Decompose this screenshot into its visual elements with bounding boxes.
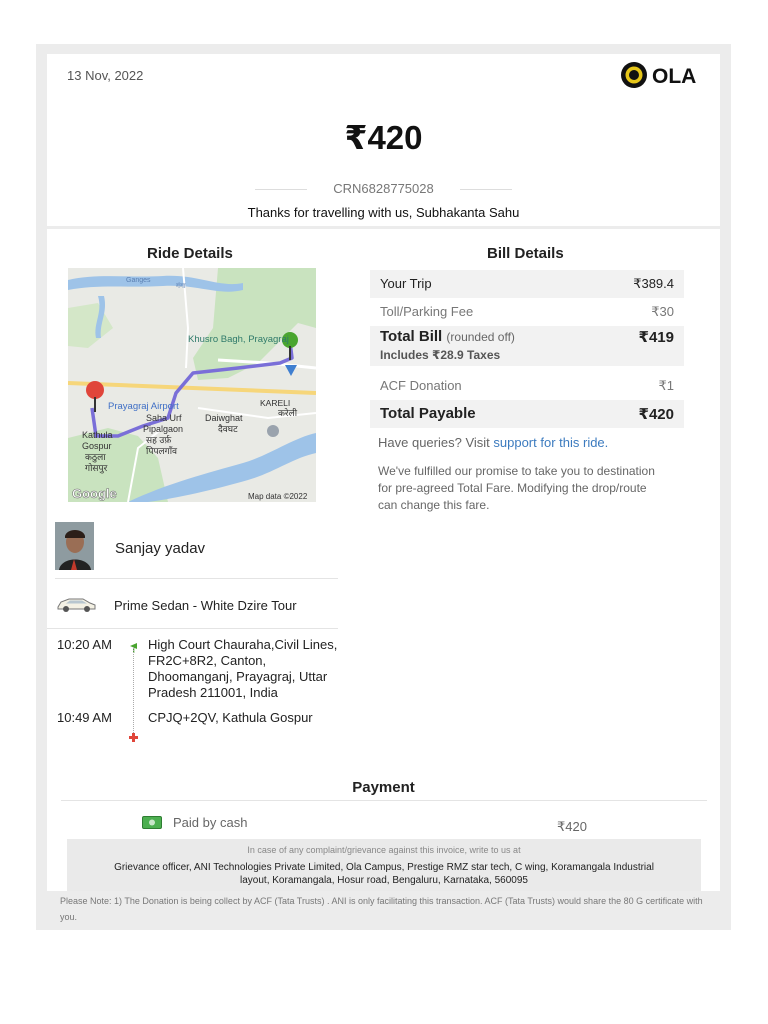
map-drawing — [68, 268, 316, 502]
cab-type: Prime Sedan - White Dzire Tour — [114, 598, 297, 613]
donation-note: Please Note: 1) The Donation is being collect by ACF (Tata Trusts) . ANI is only facilitating this transaction. ACF (Tata Trusts) would share the 80 G certificate with you. — [60, 896, 703, 922]
total-bill-value: ₹419 — [638, 329, 674, 346]
grievance-address: Grievance officer, ANI Technologies Private Limited, Ola Campus, Prestige RMZ star tech, C wing, Koramangala Industrial layout, Koramangala, Hosur road, Bengaluru, Karnataka, 560095 — [114, 862, 654, 886]
ola-logo-text: OLA — [652, 65, 697, 88]
your-trip-row — [370, 270, 684, 298]
divider — [460, 189, 512, 190]
svg-text:Saha Urf: Saha Urf — [146, 413, 182, 423]
payment-amount: ₹420 — [557, 819, 587, 834]
crn-row — [47, 181, 720, 196]
queries-prefix: Have queries? Visit — [378, 435, 490, 450]
trip-route — [47, 629, 347, 759]
svg-text:सह उर्फ़: सह उर्फ़ — [146, 435, 172, 445]
svg-text:Prayagraj Airport: Prayagraj Airport — [108, 401, 179, 412]
fare-promise-note: We've fulfilled our promise to take you to destination for pre-agreed Total Fare. Modifying the drop/route can change this fare. — [378, 464, 655, 512]
total-bill-label: Total Bill — [380, 328, 443, 345]
route-map — [68, 268, 316, 502]
divider — [255, 189, 307, 190]
svg-text:करेली: करेली — [278, 408, 298, 418]
ride-details-title: Ride Details — [147, 245, 233, 262]
drop-time: 10:49 AM — [57, 710, 112, 725]
taxes-note: Includes ₹28.9 Taxes — [380, 348, 501, 362]
drop-address: CPJQ+2QV, Kathula Gospur — [148, 710, 313, 725]
car-icon — [55, 595, 97, 613]
svg-text:Daiwghat: Daiwghat — [205, 413, 243, 423]
invoice-header — [47, 54, 720, 226]
cash-icon — [142, 816, 162, 829]
driver-row — [55, 522, 338, 579]
svg-text:कठुला: कठुला — [85, 452, 106, 462]
crn-number: CRN6828775028 — [333, 181, 434, 196]
pickup-address: High Court Chauraha,Civil Lines, FR2C+8R2, Canton, Dhoomanganj, Prayagraj, Uttar Pradesh 211001, India — [148, 637, 338, 700]
poi-icon — [267, 425, 279, 437]
total-bill-sub: (rounded off) — [446, 330, 515, 344]
svg-text:Pipalgaon: Pipalgaon — [143, 424, 184, 434]
svg-text:Google: Google — [72, 486, 117, 501]
pickup-time: 10:20 AM — [57, 637, 112, 652]
svg-text:गोसपुर: गोसपुर — [85, 463, 108, 473]
cab-row — [47, 581, 338, 629]
acf-value: ₹1 — [658, 378, 674, 393]
grievance-box — [67, 839, 701, 891]
support-link[interactable]: support for this ride. — [493, 435, 609, 450]
svg-text:Ganges: Ganges — [126, 277, 151, 284]
your-trip-value: ₹389.4 — [633, 276, 674, 291]
total-bill-row — [370, 326, 684, 366]
bill-table — [370, 270, 684, 428]
svg-text:गंगा: गंगा — [176, 283, 186, 290]
bill-details-title: Bill Details — [487, 245, 564, 262]
svg-text:Gospur: Gospur — [82, 441, 112, 451]
driver-avatar — [55, 522, 94, 570]
svg-text:Kathula: Kathula — [82, 430, 113, 440]
total-amount: ₹420 — [344, 119, 423, 156]
svg-text:पिपलगाँव: पिपलगाँव — [146, 446, 178, 456]
grievance-intro: In case of any complaint/grievance against this invoice, write to us at — [247, 845, 521, 855]
divider — [61, 800, 707, 801]
ola-logo — [620, 60, 702, 90]
acf-label: ACF Donation — [380, 378, 462, 393]
svg-text:Khusro Bagh, Prayagraj: Khusro Bagh, Prayagraj — [188, 334, 289, 345]
toll-row — [370, 298, 684, 326]
invoice-body — [47, 229, 720, 891]
svg-text:KARELI: KARELI — [260, 398, 291, 408]
your-trip-label: Your Trip — [380, 276, 432, 291]
thanks-message: Thanks for travelling with us, Subhakanta Sahu — [247, 205, 520, 220]
payment-method: Paid by cash — [173, 815, 248, 830]
acf-row — [370, 372, 684, 400]
toll-label: Toll/Parking Fee — [380, 304, 474, 319]
total-payable-row — [370, 400, 684, 428]
support-line — [378, 435, 608, 450]
total-payable-value: ₹420 — [638, 406, 674, 423]
svg-text:Map data ©2022: Map data ©2022 — [248, 492, 308, 501]
toll-value: ₹30 — [651, 304, 674, 319]
route-connector — [133, 647, 134, 735]
invoice-date: 13 Nov, 2022 — [67, 68, 144, 83]
driver-name: Sanjay yadav — [115, 540, 206, 557]
drop-marker-icon — [129, 733, 138, 742]
payment-title: Payment — [352, 779, 415, 796]
svg-text:दैवघट: दैवघट — [218, 424, 238, 434]
total-payable-label: Total Payable — [380, 405, 476, 422]
